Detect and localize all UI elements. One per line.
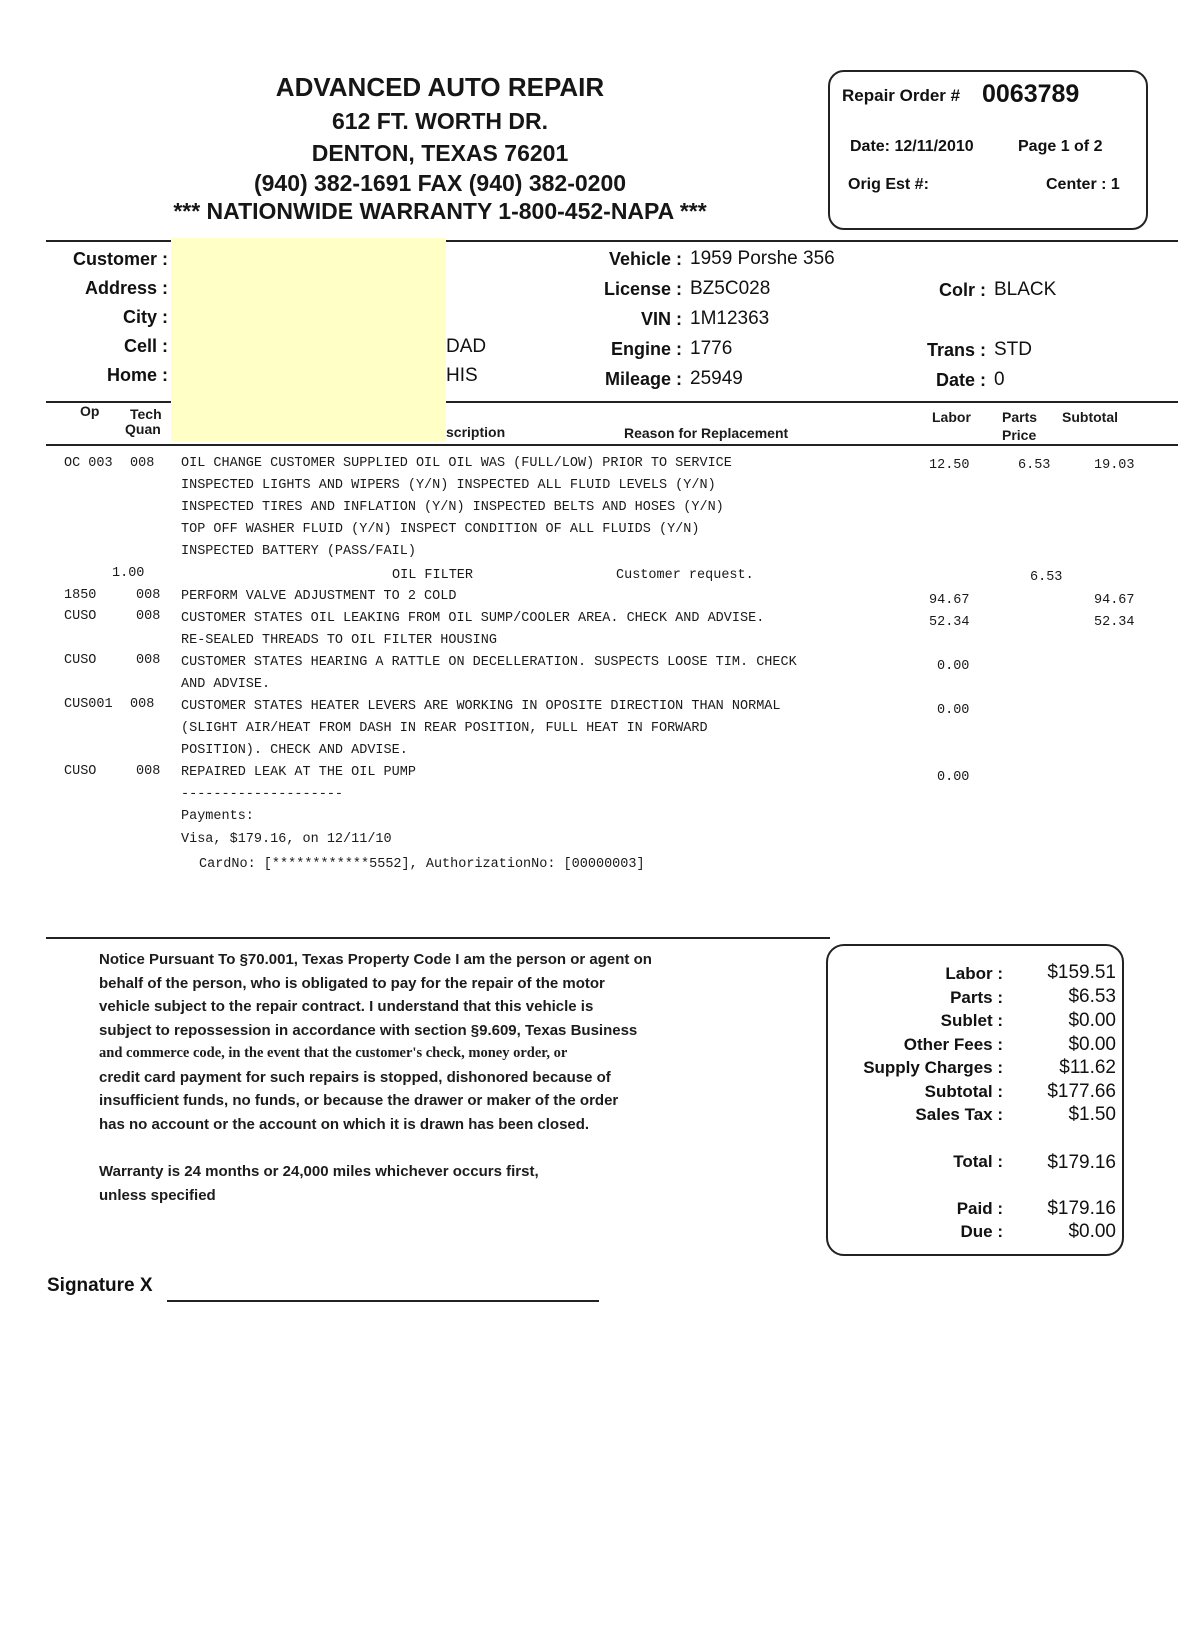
total-other-value: $0.00	[1068, 1034, 1116, 1055]
line-text: AND ADVISE.	[181, 677, 271, 692]
total-subtotal-label: Subtotal :	[924, 1082, 1003, 1101]
notice-line: Notice Pursuant To §70.001, Texas Property Code I am the person or agent on	[99, 951, 652, 968]
repair-order-label: Repair Order #	[842, 86, 961, 105]
total-supply-label: Supply Charges :	[863, 1058, 1003, 1077]
total-labor-label: Labor :	[945, 964, 1003, 983]
page-number: Page 1 of 2	[1018, 138, 1103, 155]
shop-street: 612 FT. WORTH DR.	[332, 108, 548, 134]
total-labor-value: $159.51	[1047, 962, 1116, 983]
notice-line: subject to repossession in accordance with section §9.609, Texas Business	[99, 1021, 638, 1039]
line-labor: 0.00	[937, 659, 970, 674]
line-text: OIL CHANGE CUSTOMER SUPPLIED OIL OIL WAS (FULL/LOW) PRIOR TO SERVICE	[181, 456, 732, 471]
vin-value: 1M12363	[690, 308, 770, 329]
address-label: Address :	[84, 278, 168, 298]
shop-city: DENTON, TEXAS 76201	[311, 140, 569, 166]
col-labor: Labor	[932, 409, 971, 425]
line-text: INSPECTED BATTERY (PASS/FAIL)	[181, 544, 416, 559]
paid-value: $179.16	[1047, 1198, 1116, 1219]
grand-total-value: $179.16	[1047, 1152, 1116, 1173]
line-subtotal: 19.03	[1094, 458, 1135, 473]
line-tech: 008	[136, 653, 161, 668]
notice-line: and commerce code, in the event that the customer's check, money order, or	[99, 1045, 568, 1061]
line-text: INSPECTED LIGHTS AND WIPERS (Y/N) INSPECTED ALL FLUID LEVELS (Y/N)	[181, 478, 716, 493]
payment-card: CardNo: [************5552], AuthorizationNo: [00000003]	[199, 857, 645, 872]
part-price: 6.53	[1030, 570, 1063, 585]
line-tech: 008	[136, 588, 161, 603]
redacted-area	[171, 238, 446, 441]
part-quantity: 1.00	[112, 566, 145, 581]
line-op: OC 003	[64, 456, 113, 471]
line-text: REPAIRED LEAK AT THE OIL PUMP	[181, 765, 416, 780]
shop-phone: (940) 382-1691 FAX (940) 382-0200	[253, 170, 627, 196]
total-supply-value: $11.62	[1059, 1057, 1116, 1078]
notice-rule	[46, 937, 830, 939]
line-text: CUSTOMER STATES HEARING A RATTLE ON DECELLERATION. SUSPECTS LOOSE TIM. CHECK	[181, 655, 797, 670]
part-description: OIL FILTER	[392, 568, 474, 583]
total-parts-label: Parts :	[950, 988, 1003, 1007]
col-description: scription	[446, 424, 506, 440]
cell-label: Cell :	[123, 336, 168, 356]
line-op: CUS001	[64, 697, 113, 712]
part-reason: Customer request.	[616, 568, 754, 583]
line-text: POSITION). CHECK AND ADVISE.	[181, 743, 408, 758]
payments-heading: Payments:	[181, 809, 254, 824]
engine-value: 1776	[690, 338, 733, 359]
col-parts: Parts	[1002, 409, 1038, 425]
trans-label: Trans :	[926, 340, 986, 360]
home-label: Home :	[106, 365, 168, 385]
line-labor: 0.00	[937, 770, 970, 785]
line-subtotal: 94.67	[1094, 593, 1135, 608]
grand-total-label: Total :	[953, 1152, 1003, 1171]
line-labor: 94.67	[929, 593, 970, 608]
orig-est: Orig Est #:	[848, 176, 929, 193]
repair-order-number: 0063789	[982, 80, 1080, 108]
total-other-label: Other Fees :	[903, 1035, 1003, 1054]
notice-line: vehicle subject to the repair contract. I understand that this vehicle is	[99, 998, 594, 1015]
column-bottom-rule	[46, 444, 1178, 446]
mileage-label: Mileage :	[604, 369, 682, 389]
customer-label: Customer :	[72, 249, 168, 269]
line-text: TOP OFF WASHER FLUID (Y/N) INSPECT CONDITION OF ALL FLUIDS (Y/N)	[181, 522, 700, 537]
vehicle-value: 1959 Porshe 356	[690, 248, 835, 269]
warranty-line: unless specified	[99, 1186, 216, 1204]
total-tax-value: $1.50	[1068, 1104, 1116, 1125]
line-text: (SLIGHT AIR/HEAT FROM DASH IN REAR POSITION, FULL HEAT IN FORWARD	[181, 721, 708, 736]
line-tech: 008	[130, 697, 155, 712]
order-date: Date: 12/11/2010	[850, 138, 974, 155]
total-parts-value: $6.53	[1068, 986, 1116, 1007]
notice-line: has no account or the account on which it is drawn has been closed.	[99, 1115, 590, 1133]
line-tech: 008	[136, 764, 161, 779]
property-code-notice	[99, 948, 739, 1136]
vin-label: VIN :	[640, 309, 682, 329]
line-labor: 52.34	[929, 615, 970, 630]
line-tech: 008	[136, 609, 161, 624]
notice-line: credit card payment for such repairs is stopped, dishonored because of	[99, 1068, 611, 1086]
line-labor: 12.50	[929, 458, 970, 473]
warranty-terms	[99, 1160, 739, 1207]
mileage-value: 25949	[690, 368, 743, 389]
line-text: RE-SEALED THREADS TO OIL FILTER HOUSING	[181, 633, 497, 648]
line-op: CUSO	[64, 609, 97, 624]
line-op: CUSO	[64, 653, 97, 668]
color-value: BLACK	[994, 279, 1057, 300]
line-text: PERFORM VALVE ADJUSTMENT TO 2 COLD	[181, 589, 457, 604]
signature-label: Signature X	[47, 1275, 153, 1296]
shop-name: ADVANCED AUTO REPAIR	[275, 72, 605, 102]
payments-separator: --------------------	[181, 787, 344, 802]
line-text: CUSTOMER STATES HEATER LEVERS ARE WORKING IN OPOSITE DIRECTION THAN NORMAL	[181, 699, 781, 714]
line-parts: 6.53	[1018, 458, 1051, 473]
city-label: City :	[123, 307, 168, 327]
notice-line: behalf of the person, who is obligated to pay for the repair of the motor	[99, 974, 605, 992]
due-value: $0.00	[1068, 1221, 1116, 1242]
engine-label: Engine :	[611, 339, 682, 359]
total-tax-label: Sales Tax :	[915, 1105, 1003, 1124]
payment-visa: Visa, $179.16, on 12/11/10	[181, 832, 392, 847]
total-sublet-label: Sublet :	[940, 1011, 1003, 1030]
line-subtotal: 52.34	[1094, 615, 1135, 630]
repair-order-box	[828, 70, 1148, 230]
color-label: Colr :	[939, 280, 986, 300]
due-label: Due :	[960, 1222, 1003, 1241]
line-text: INSPECTED TIRES AND INFLATION (Y/N) INSPECTED BELTS AND HOSES (Y/N)	[181, 500, 724, 515]
col-reason: Reason for Replacement	[624, 425, 789, 441]
warranty-line: *** NATIONWIDE WARRANTY 1-800-452-NAPA ***	[173, 198, 707, 224]
col-subtotal: Subtotal	[1062, 409, 1118, 425]
line-labor: 0.00	[937, 703, 970, 718]
total-sublet-value: $0.00	[1068, 1010, 1116, 1031]
vehicle-label: Vehicle :	[608, 249, 682, 269]
date-value: 0	[994, 369, 1005, 390]
license-label: License :	[603, 279, 682, 299]
license-value: BZ5C028	[690, 278, 771, 299]
paid-label: Paid :	[956, 1199, 1003, 1218]
home-value-partial: HIS	[446, 365, 478, 386]
col-tech: Tech	[130, 406, 162, 422]
notice-line: insufficient funds, no funds, or because the drawer or maker of the order	[99, 1092, 619, 1109]
col-quan: Quan	[125, 421, 161, 437]
line-tech: 008	[130, 456, 155, 471]
col-op: Op	[80, 403, 100, 419]
cell-value-partial: DAD	[446, 336, 487, 357]
line-op: CUSO	[64, 764, 97, 779]
line-text: CUSTOMER STATES OIL LEAKING FROM OIL SUMP/COOLER AREA. CHECK AND ADVISE.	[181, 611, 765, 626]
center: Center : 1	[1046, 176, 1120, 193]
signature-line[interactable]	[167, 1300, 599, 1302]
date-label: Date :	[935, 370, 986, 390]
trans-value: STD	[994, 339, 1032, 360]
line-op: 1850	[64, 588, 97, 603]
warranty-line: Warranty is 24 months or 24,000 miles whichever occurs first,	[99, 1163, 539, 1180]
col-price: Price	[1002, 427, 1037, 443]
total-subtotal-value: $177.66	[1047, 1081, 1116, 1102]
